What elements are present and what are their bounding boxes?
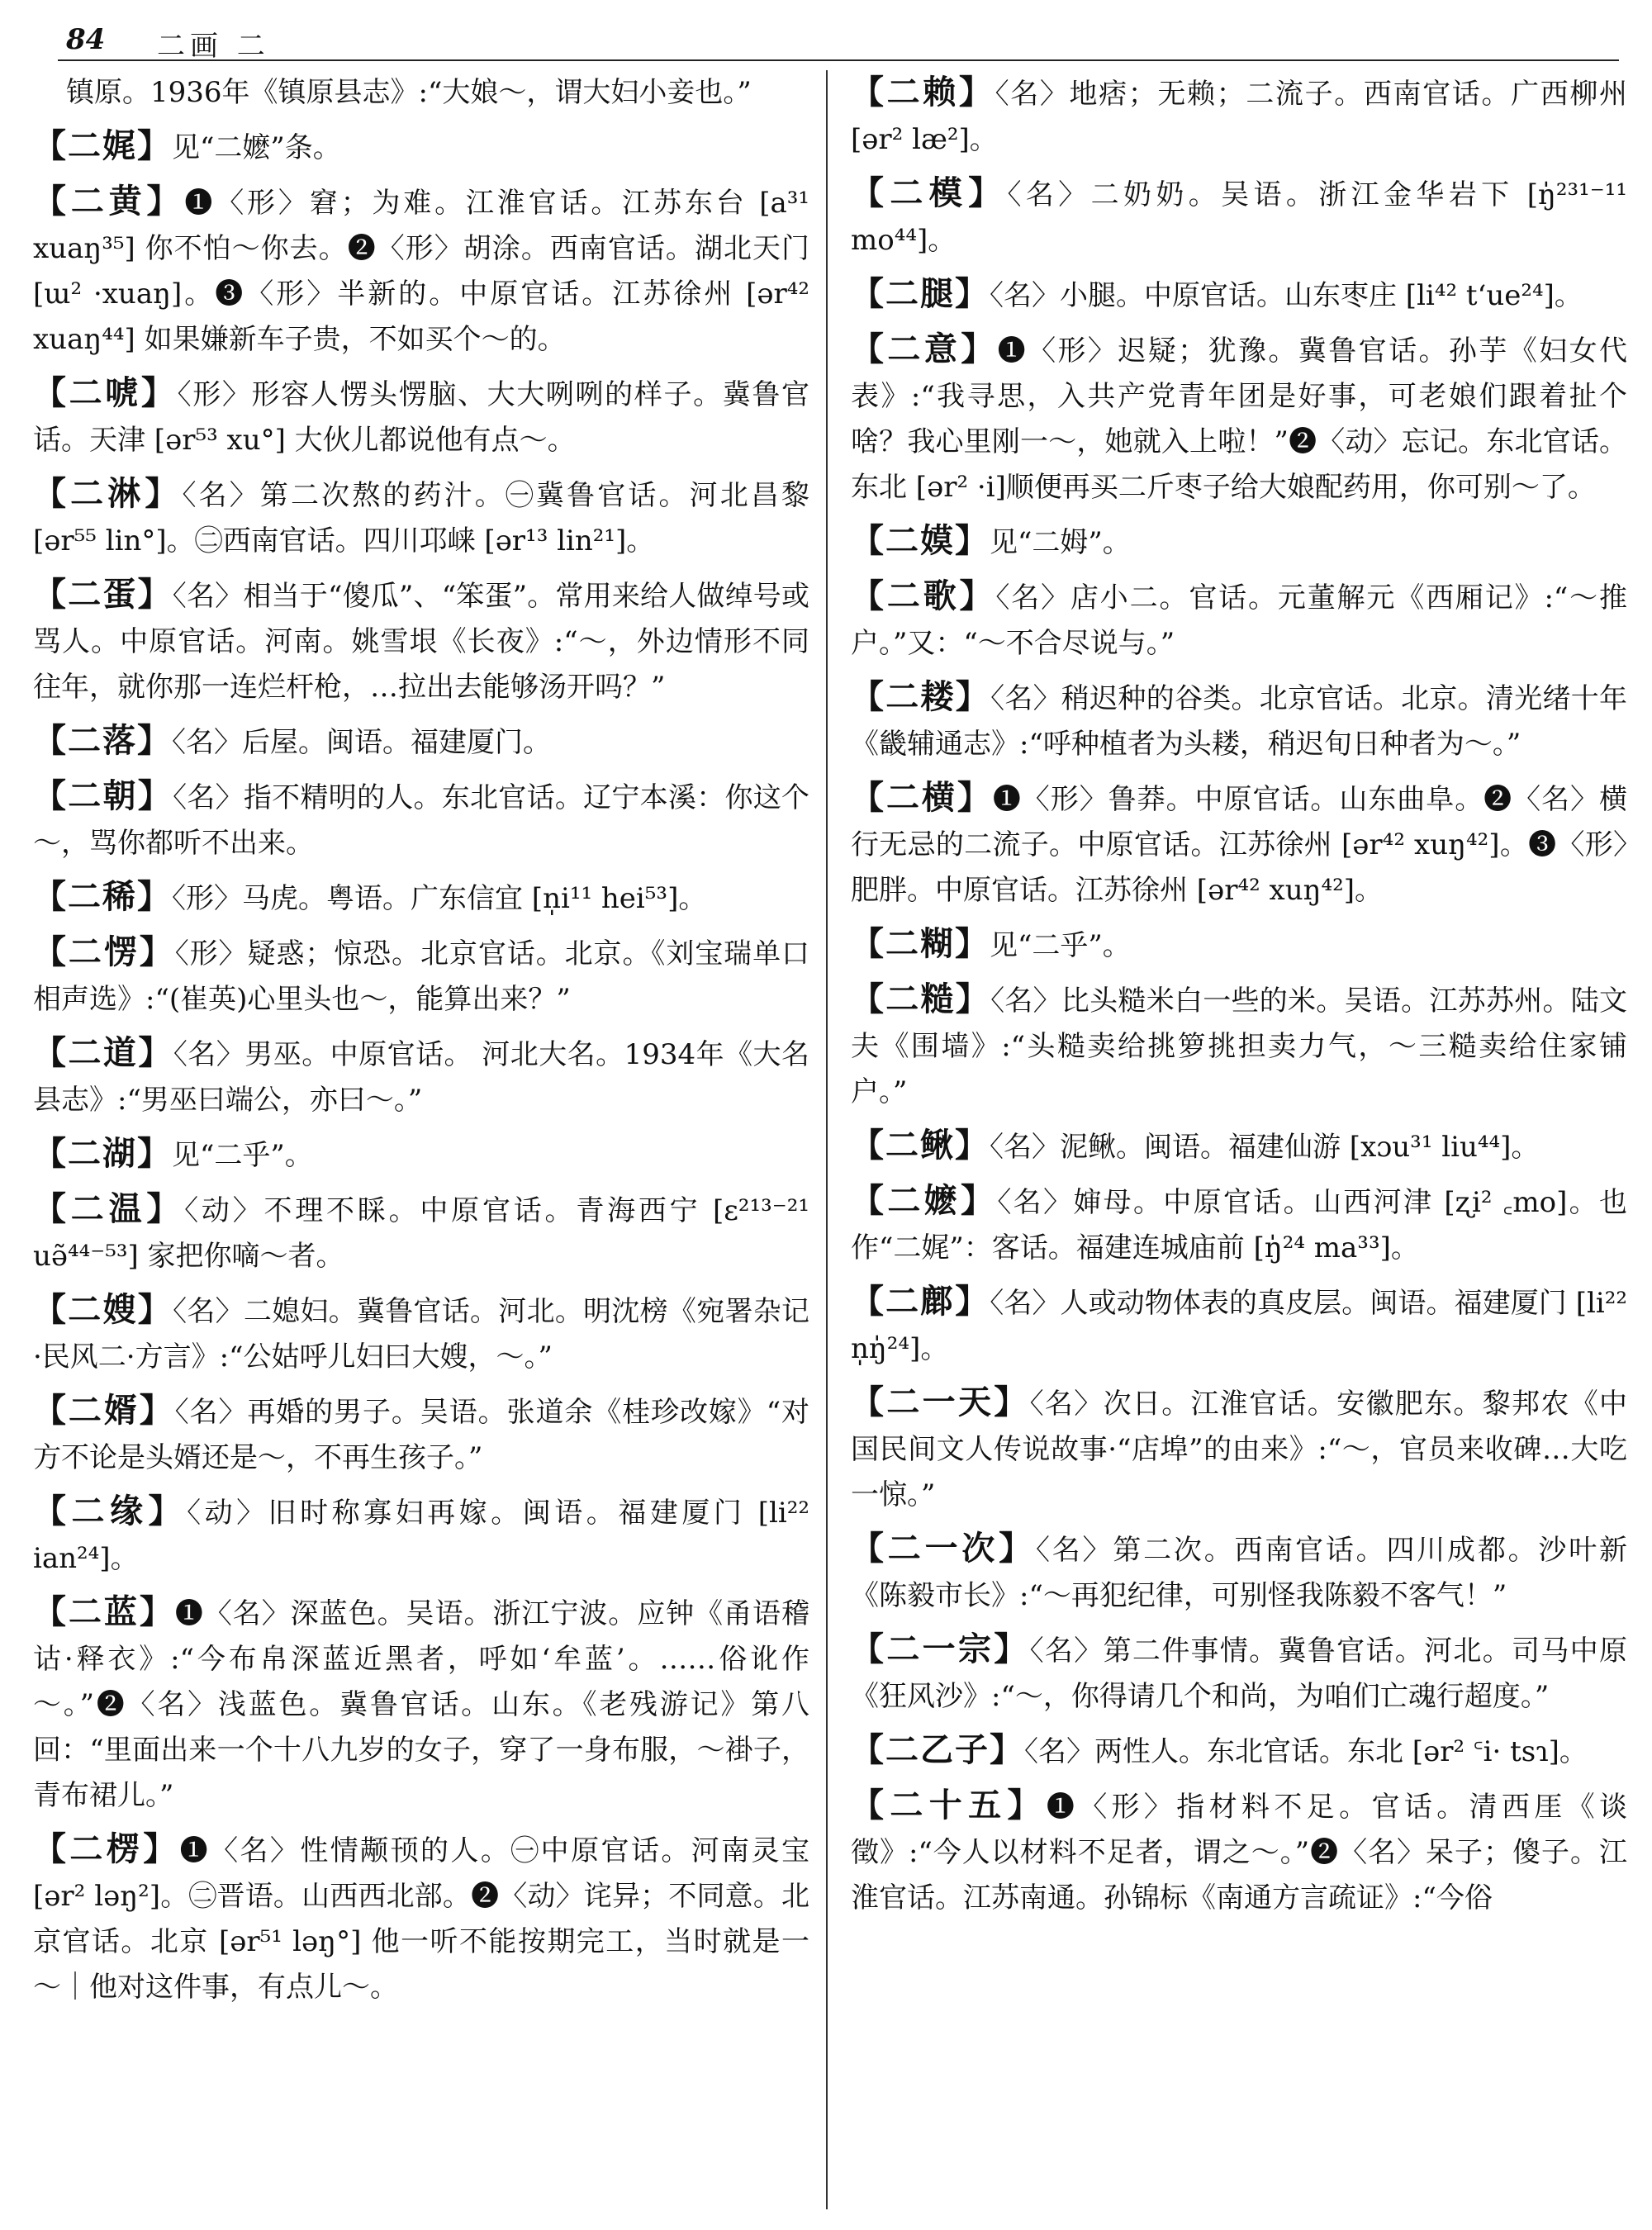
definition: 〈名〉相当于“傻瓜”、“笨蛋”。常用来给人做绰号或骂人。中原官话。河南。姚雪垠《长夜》:“～，外边情形不同往年，就你那一连烂杆枪，…拉出去能够汤开吗？”: [33, 580, 809, 704]
headword: 【二横】: [851, 779, 993, 817]
definition: 〈形〉马虎。粤语。广东信宜 [n̩i¹¹ hei⁵³]。: [172, 882, 707, 915]
headword: 【二鳅】: [851, 1127, 990, 1165]
headword: 【二嫫】: [851, 522, 990, 560]
definition: 〈动〉旧时称寡妇再嫁。闽语。福建厦门 [li²² ian²⁴]。: [33, 1497, 809, 1575]
headword: 【二蛋】: [33, 576, 173, 614]
definition: ❶〈名〉深蓝色。吴语。浙江宁波。应钟《甬语稽诂·释衣》:“今布帛深蓝近黑者，呼如‘牟蓝’。……俗讹作～。”❷〈名〉浅蓝色。冀鲁官话。山东。《老残游记》第八回：“里面出来一个十八九岁的女子，穿了一身布服，～褂子，青布裙儿。”: [33, 1597, 810, 1812]
page-number: 84: [66, 23, 106, 56]
headword: 【二黄】: [33, 183, 185, 221]
dictionary-entry: [851, 1179, 1627, 1271]
definition: 〈名〉婶母。中原官话。山西河津 [ʐi² ꜀mo]。也作“二娓”：客话。福建连城庙前 [ŋ̍²⁴ ma³³]。: [851, 1186, 1628, 1264]
dictionary-entry: [851, 70, 1627, 163]
headword: 【二腿】: [851, 275, 990, 313]
dictionary-entry: [851, 977, 1627, 1115]
dictionary-entry: [851, 171, 1627, 263]
definition: 〈名〉小腿。中原官话。山东枣庄 [li⁴² t‘ue²⁴]。: [990, 279, 1583, 312]
definition: 〈名〉第二次。西南官话。四川成都。沙叶新《陈毅市长》:“～再犯纪律，可别怪我陈毅不客气！”: [851, 1534, 1628, 1612]
definition: 〈名〉二奶奶。吴语。浙江金华岩下 [ŋ̍²³¹⁻¹¹ mo⁴⁴]。: [851, 178, 1627, 257]
dictionary-entry: [851, 574, 1627, 667]
headword: 【二一次】: [851, 1530, 1036, 1568]
dictionary-entry: [851, 675, 1627, 767]
definition: 〈名〉人或动物体表的真皮层。闽语。福建厦门 [li²² n̩ŋ̍²⁴]。: [851, 1287, 1627, 1365]
definition: ❶〈形〉鲁莽。中原官话。山东曲阜。❷〈名〉横行无忌的二流子。中原官话。江苏徐州 [ər⁴² xuŋ⁴²]。❸〈形〉肥胖。中原官话。江苏徐州 [ər⁴² xuŋ⁴²]。: [851, 783, 1628, 907]
dictionary-entry: [33, 774, 809, 866]
dictionary-entry: [851, 1380, 1627, 1518]
definition: 〈名〉店小二。官话。元董解元《西厢记》:“～推户。”又：“～不合尽说与。”: [851, 581, 1627, 660]
definition: ❶〈形〉迟疑；犹豫。冀鲁官话。孙芋《妇女代表》:“我寻思，入共产党青年团是好事，可老娘们跟着扯个啥？我心里刚一～，她就入上啦！”❷〈动〉忘记。东北官话。东北 [ər² ·i]顺便再买二斤枣子给大娘配药用，你可别～了。: [851, 334, 1628, 504]
dictionary-entry: [33, 875, 809, 922]
headword: 【二鄜】: [851, 1283, 990, 1321]
dictionary-entry: [33, 1489, 809, 1582]
definition: 〈形〉疑惑；惊恐。北京官话。北京。《刘宝瑞单口相声选》:“(崔英)心里头也～，能算出来？”: [33, 937, 810, 1016]
headword: 【二道】: [33, 1034, 173, 1072]
definition: 〈名〉稍迟种的谷类。北京官话。北京。清光绪十年《畿辅通志》:“呼种植者为头耧，稍迟旬日种者为～。”: [851, 682, 1627, 761]
dictionary-entry: [851, 1279, 1627, 1372]
headword: 【二糊】: [851, 925, 990, 963]
definition: ❶〈名〉性情颟顸的人。㊀中原官话。河南灵宝 [ər² ləŋ²]。㊁晋语。山西西北部。❷〈动〉诧异；不同意。北京官话。北京 [ər⁵¹ ləŋ°] 他一听不能按期完工，当时就是一～｜他对这件事，有点儿～。: [33, 1834, 810, 2004]
definition: 见“二嬷”条。: [172, 131, 341, 164]
headword: 【二一宗】: [851, 1630, 1030, 1668]
headword: 【二楞】: [33, 1830, 180, 1868]
dictionary-entry: [33, 472, 809, 564]
definition: 〈名〉第二次熬的药汁。㊀冀鲁官话。河北昌黎 [ər⁵⁵ lin°]。㊁西南官话。四川邛崃 [ər¹³ lin²¹]。: [33, 479, 809, 558]
headword: 【二一天】: [851, 1383, 1030, 1421]
dictionary-entry: [851, 1627, 1627, 1720]
dictionary-entry: [33, 1388, 809, 1481]
headword: 【二落】: [33, 722, 172, 760]
dictionary-entry: [851, 1783, 1627, 1921]
dictionary-entry: [33, 1827, 809, 2010]
headword: 【二耧】: [851, 678, 991, 716]
headword: 【二朝】: [33, 777, 173, 815]
headword: 【二稀】: [33, 878, 172, 916]
headword: 【二歌】: [851, 577, 996, 615]
definition: 〈形〉形容人愣头愣脑、大大咧咧的样子。冀鲁官话。天津 [ər⁵³ xu°] 大伙儿都说他有点～。: [33, 378, 810, 457]
dictionary-entry: [851, 776, 1627, 913]
dictionary-entry: [851, 1728, 1627, 1775]
definition: 〈名〉次日。江淮官话。安徽肥东。黎邦农《中国民间文人传说故事·“店埠”的由来》:“～，官员来收碑…大吃一惊。”: [851, 1388, 1628, 1511]
dictionary-entry: [33, 1132, 809, 1179]
definition: 〈动〉不理不睬。中原官话。青海西宁 [ɛ²¹³⁻²¹ uə̃⁴⁴⁻⁵³] 家把你嘀～者。: [33, 1194, 810, 1273]
definition: 〈名〉男巫。中原官话。 河北大名。1934年《大名县志》:“男巫曰端公，亦曰～。”: [33, 1038, 809, 1117]
dictionary-entry: [33, 124, 809, 171]
definition: ❶〈形〉指材料不足。官话。清西厓《谈徵》:“今人以材料不足者，谓之～。”❷〈名〉呆子；傻子。江淮官话。江苏南通。孙锦标《南通方言疏证》:“今俗: [851, 1791, 1628, 1914]
definition: 〈名〉再婚的男子。吴语。张道余《桂珍改嫁》“对方不论是头婿还是～，不再生孩子。”: [33, 1396, 809, 1474]
definition: 见“二姆”。: [990, 526, 1131, 559]
headword: 【二模】: [851, 174, 1008, 212]
definition: 〈名〉两性人。东北官话。东北 [ər² ꜂i· tsɿ]。: [1024, 1735, 1588, 1768]
headword: 【二乙子】: [851, 1731, 1024, 1769]
dictionary-entry: [33, 930, 809, 1022]
dictionary-entry: [33, 719, 809, 766]
headword: 【二婿】: [33, 1392, 175, 1430]
headword: 【二娓】: [33, 127, 172, 165]
dictionary-entry: [851, 922, 1627, 969]
dictionary-entry: [33, 1031, 809, 1123]
headword: 【二十五】: [851, 1786, 1047, 1824]
dictionary-entry: [851, 1123, 1627, 1170]
headword: 【二湖】: [33, 1135, 172, 1173]
definition: 〈名〉后屋。闽语。福建厦门。: [172, 726, 551, 759]
left-column: [33, 70, 809, 2019]
headword: 【二糙】: [851, 980, 991, 1018]
headword: 【二蓝】: [33, 1593, 175, 1631]
dictionary-entry: [33, 1187, 809, 1279]
dictionary-entry: [33, 371, 809, 463]
headword: 【二淋】: [33, 475, 183, 513]
dictionary-entry: [851, 519, 1627, 566]
headword: 【二意】: [851, 330, 998, 368]
right-column: [851, 70, 1627, 1929]
headword: 【二愣】: [33, 933, 175, 971]
definition: 〈名〉地痞；无赖；二流子。西南官话。广西柳州 [ər² læ²]。: [851, 78, 1628, 156]
definition: 〈名〉比头糙米白一些的米。吴语。江苏苏州。陆文夫《围墙》:“头糙卖给挑箩挑担卖力气，～三糙卖给住家铺户。”: [851, 985, 1627, 1108]
headword: 【二唬】: [33, 374, 178, 412]
definition: ❶〈形〉窘；为难。江淮官话。江苏东台 [a³¹ xuaŋ³⁵] 你不怕～你去。❷〈形〉胡涂。西南官话。湖北天门 [ɯ² ·xuaŋ]。❸〈形〉半新的。中原官话。江苏徐州 [ər⁴² xuaŋ⁴⁴] 如果嫌新车子贵，不如买个～的。: [33, 187, 809, 356]
definition: 见“二乎”。: [990, 929, 1131, 962]
page-header: [58, 18, 1619, 61]
header-section: 二画 二: [157, 30, 270, 63]
dictionary-entry: [851, 1526, 1627, 1619]
definition: 〈名〉泥鳅。闽语。福建仙游 [xɔu³¹ liu⁴⁴]。: [990, 1131, 1540, 1164]
dictionary-entry: [851, 327, 1627, 510]
definition: 〈名〉第二件事情。冀鲁官话。河北。司马中原《狂风沙》:“～，你得请几个和尚，为咱们亡魂行超度。”: [851, 1635, 1628, 1713]
definition: 〈名〉二媳妇。冀鲁官话。河北。明沈榜《宛署杂记·民风二·方言》:“公姑呼儿妇曰大嫂，～。”: [33, 1295, 809, 1374]
headword: 【二缘】: [33, 1492, 188, 1530]
headword: 【二温】: [33, 1190, 185, 1228]
headword: 【二赖】: [851, 74, 995, 112]
continuation-text: 镇原。1936年《镇原县志》:“大娘～，谓大妇小妾也。”: [66, 76, 752, 109]
dictionary-entry: [33, 1288, 809, 1380]
dictionary-entry: [33, 572, 809, 710]
dictionary-entry: [33, 179, 809, 363]
dictionary-entry: [851, 272, 1627, 319]
column-divider: [826, 70, 828, 2209]
definition: 〈名〉指不精明的人。东北官话。辽宁本溪：你这个～，骂你都听不出来。: [33, 781, 809, 860]
definition: 见“二乎”。: [172, 1139, 313, 1172]
headword: 【二嬷】: [851, 1182, 998, 1220]
headword: 【二嫂】: [33, 1291, 173, 1329]
dictionary-entry: [33, 1590, 809, 1819]
